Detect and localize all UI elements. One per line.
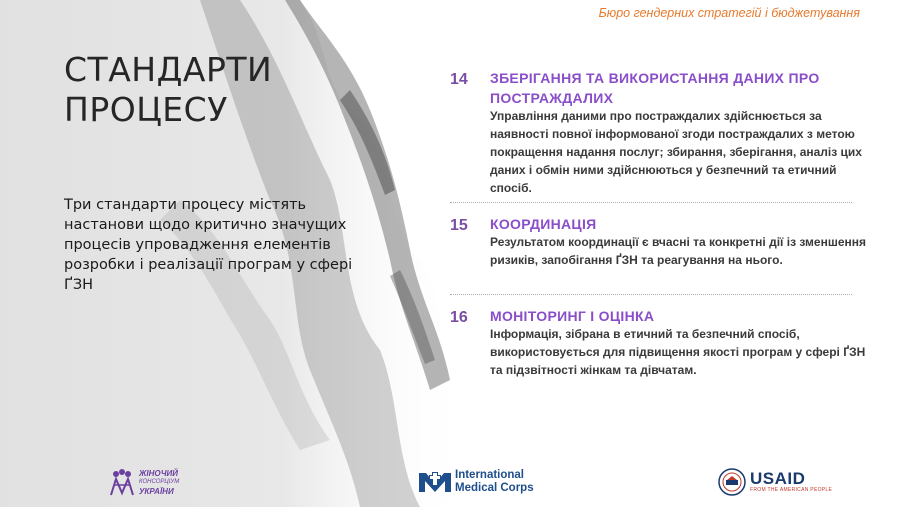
standard-title: КООРДИНАЦІЯ — [490, 216, 597, 232]
intro-text: Три стандарти процесу містять настанови щодо критично значущих процесів упровадження елементів розробки і реалізації програм у сфері ҐЗН — [64, 197, 353, 293]
standard-number: 15 — [450, 217, 468, 234]
standard-title: МОНІТОРИНГ І ОЦІНКА — [490, 308, 655, 324]
logo1-line1: ЖІНОЧИЙ — [139, 468, 179, 478]
imc-emblem-icon — [418, 470, 452, 494]
standard-16 — [450, 306, 870, 378]
divider — [450, 294, 852, 295]
standard-body: Управління даними про постраждалих здійснюється за наявності повної інформованої згоди постраждалих з метою покращення надання послуг; збирання, зберігання, аналіз цих даних і обмін ними здійснюються у безпечний та етичний спосіб. — [490, 109, 862, 195]
usaid-seal-icon — [718, 468, 746, 496]
womens-consortium-emblem-icon — [108, 467, 136, 497]
logo1-line2: КОНСОРЦІУМ — [139, 478, 180, 485]
logo-usaid — [718, 462, 832, 502]
logo2-line1: International — [455, 469, 525, 481]
standard-number: 16 — [450, 309, 468, 326]
page-title — [64, 50, 272, 130]
standard-body: Результатом координації є вчасні та конкретні дії із зменшення ризиків, запобігання ҐЗН та реагування на нього. — [490, 235, 867, 267]
standard-number: 14 — [450, 71, 468, 88]
logo-international-medical-corps — [418, 462, 534, 502]
page-title-line2: ПРОЦЕСУ — [64, 90, 228, 129]
standard-15 — [450, 214, 870, 286]
logo3-tagline: FROM THE AMERICAN PEOPLE — [750, 487, 833, 493]
standard-title: ЗБЕРІГАННЯ ТА ВИКОРИСТАННЯ ДАНИХ ПРО ПОСТРАЖДАЛИХ — [490, 70, 820, 106]
logo-womens-consortium — [108, 462, 179, 502]
header-note: Бюро гендерних стратегій і бюджетування — [598, 6, 860, 20]
standard-14 — [450, 68, 870, 198]
logo2-line2: Medical Corps — [455, 482, 534, 494]
page-title-line1: СТАНДАРТИ — [64, 50, 273, 89]
divider — [450, 202, 852, 203]
logo1-line3: УКРАЇНИ — [139, 486, 174, 496]
standard-body: Інформація, зібрана в етичний та безпечний спосіб, використовується для підвищення якості програм у сфері ҐЗН та підзвітності жінкам та дівчатам. — [490, 327, 866, 377]
logo3-name: USAID — [750, 469, 806, 488]
